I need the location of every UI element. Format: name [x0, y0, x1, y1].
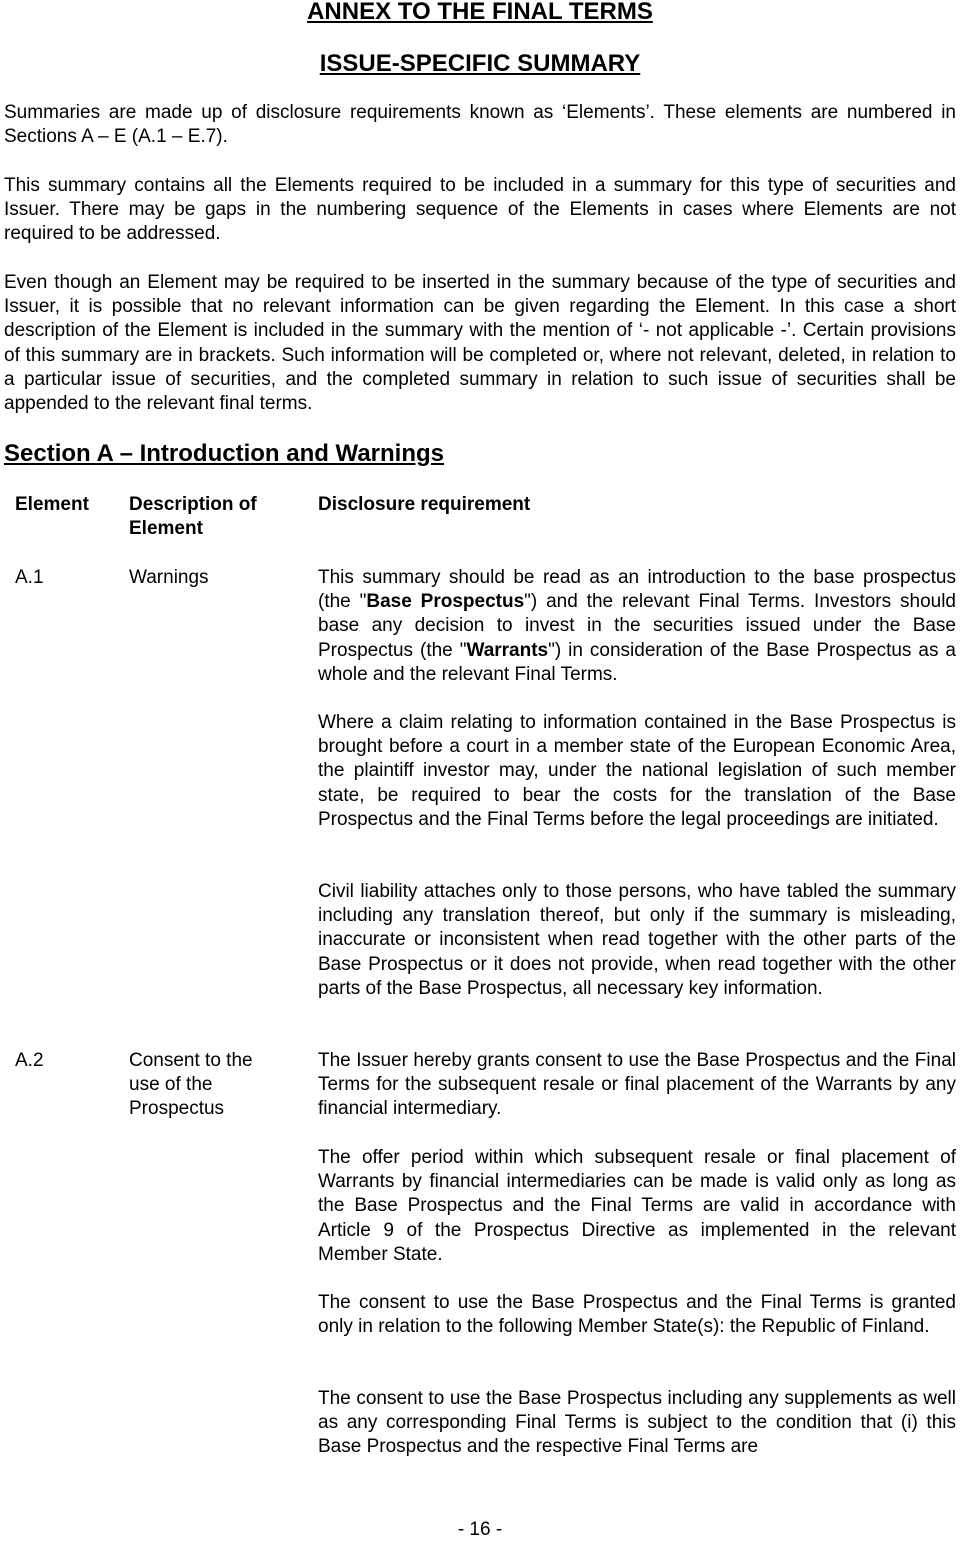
a1-defined-term-base-prospectus: Base Prospectus — [366, 591, 525, 613]
element-a1-disclosure-3: Civil liability attaches only to those persons, who have tabled the summary including any translation thereof, but only if the summary is misleading, inaccurate or inconsistent when read together with the other parts of the Base Prospectus or it does not provide, when read together with the other parts of the Base Prospectus, all necessary key information. — [318, 881, 956, 999]
a1-text-1: This summary should be read as an introduction to the base prospectus (the " — [318, 567, 956, 613]
a1-defined-term-warrants: Warrants — [466, 639, 549, 661]
element-a1-disclosure-2: Where a claim relating to information contained in the Base Prospectus is brought before a court in a member state of the European Economic Area, the plaintiff investor may, under the national legislation of such member state, be required to bear the costs for the translation of the Base Prospectus and the Final Terms before the legal proceedings are initiated. — [318, 712, 956, 830]
element-a2-disclosure-1: The Issuer hereby grants consent to use the Base Prospectus and the Final Terms for the subsequent resale or final placement of the Warrants by any financial intermediary. — [318, 1050, 956, 1120]
element-a2-description: Consent to the use of the Prospectus — [129, 1050, 253, 1120]
annex-title: ANNEX TO THE FINAL TERMS — [307, 0, 653, 25]
a1-text-3: ") in consideration of the Base Prospectus as a whole and the relevant Final Terms. — [318, 639, 956, 685]
column-header-disclosure: Disclosure requirement — [318, 494, 531, 515]
section-a-heading: Section A – Introduction and Warnings — [4, 440, 445, 467]
column-header-element: Element — [15, 494, 89, 515]
element-a2-disclosure-4: The consent to use the Base Prospectus including any supplements as well as any corresponding Final Terms is subject to the condition that (i) this Base Prospectus and the respective Final Terms are — [318, 1388, 956, 1458]
a1-text-2: ") and the relevant Final Terms. Investors should base any decision to invest in the securities issued under the Base Prospectus (the " — [318, 591, 956, 661]
page-number: - 16 - — [457, 1519, 503, 1540]
element-a1-description: Warnings — [129, 567, 209, 588]
intro-paragraph-1: Summaries are made up of disclosure requirements known as ‘Elements’. These elements are numbered in Sections A – E (A.1 – E.7). — [4, 102, 956, 148]
summary-title: ISSUE-SPECIFIC SUMMARY — [319, 50, 641, 77]
element-a1-code: A.1 — [15, 567, 44, 588]
element-a1-disclosure-1 — [318, 566, 956, 687]
column-header-description: Description of Element — [129, 494, 257, 540]
intro-paragraph-2: This summary contains all the Elements required to be included in a summary for this type of securities and Issuer. There may be gaps in the numbering sequence of the Elements in cases where Elements are not required to be addressed. — [4, 175, 956, 245]
element-a2-disclosure-2: The offer period within which subsequent resale or final placement of Warrants by financial intermediaries can be made is valid only as long as the Base Prospectus and the Final Terms are valid in accordance with Article 9 of the Prospectus Directive as implemented in the relevant Member State. — [318, 1147, 956, 1265]
intro-paragraph-3: Even though an Element may be required to be inserted in the summary because of the type of securities and Issuer, it is possible that no relevant information can be given regarding the Element. In this case a short description of the Element is included in the summary with the mention of ‘- not applicable -’. Certain provisions of this summary are in brackets. Such information will be completed or, where not relevant, deleted, in relation to a particular issue of securities, and the completed summary in relation to such issue of securities shall be appended to the relevant final terms. — [4, 272, 956, 415]
element-a2-code: A.2 — [15, 1050, 44, 1071]
element-a2-disclosure-3: The consent to use the Base Prospectus and the Final Terms is granted only in relation to the following Member State(s): the Republic of Finland. — [318, 1292, 956, 1338]
